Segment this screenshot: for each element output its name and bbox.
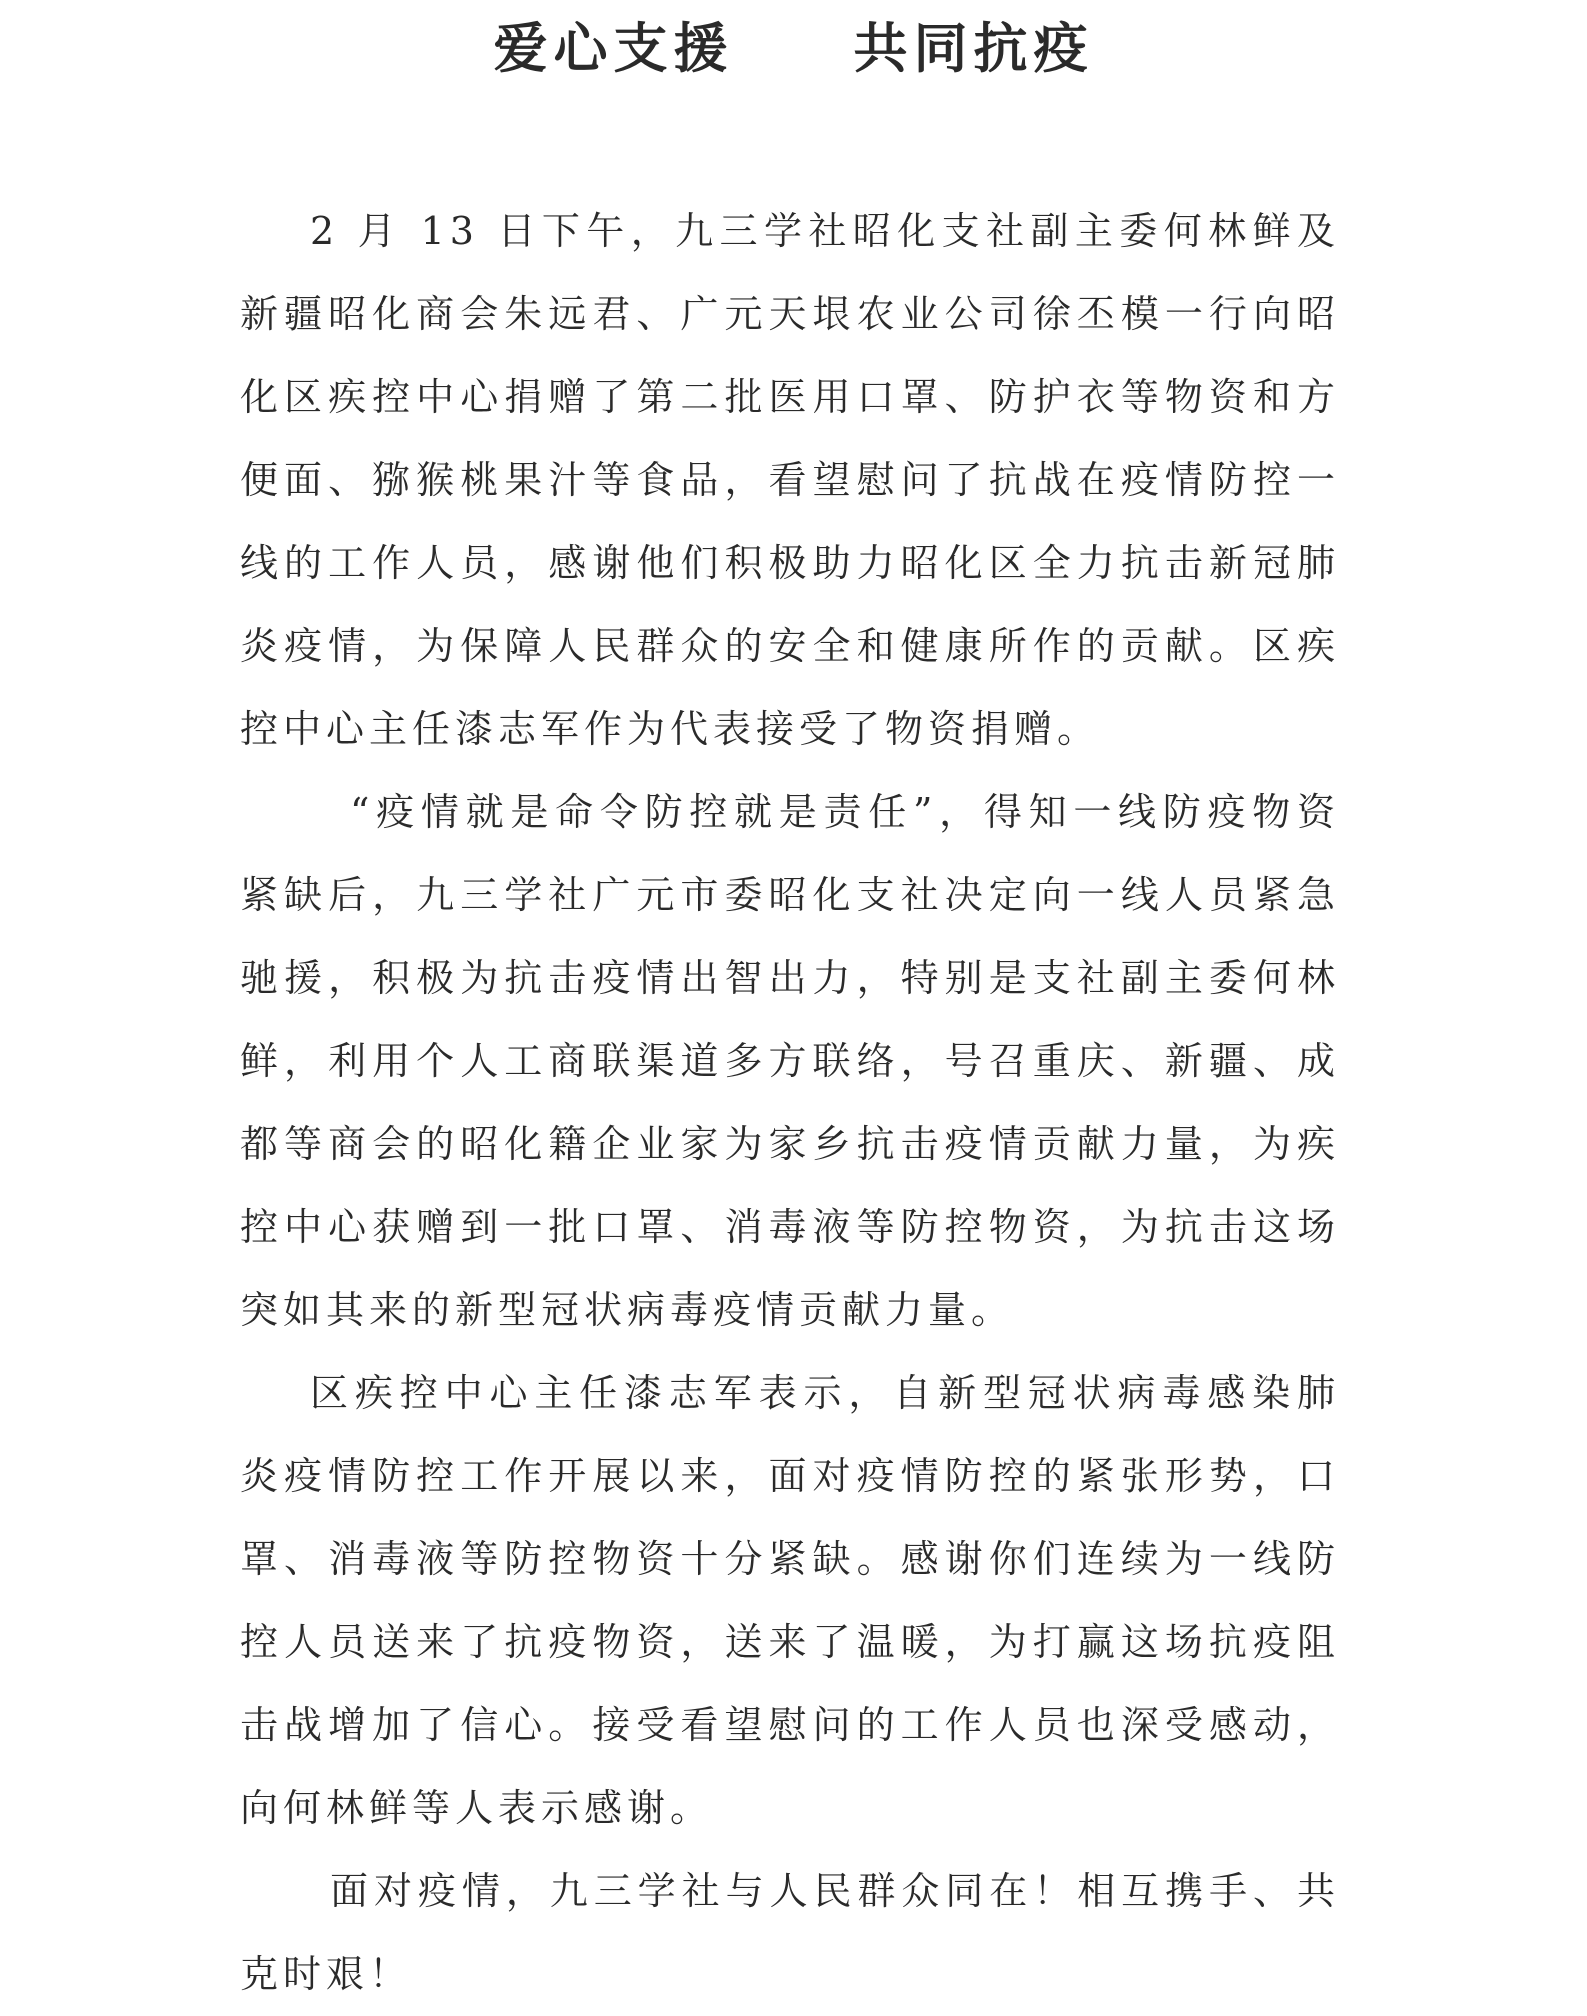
article-body	[240, 190, 1340, 2016]
paragraph-closing: 面对疫情，九三学社与人民群众同在！相互携手、共克时艰！	[240, 1869, 1340, 1996]
paragraph-donation: 2 月 13 日下午，九三学社昭化支社副主委何林鲜及新疆昭化商会朱远君、广元天垠农业公司徐丕模一行向昭化区疾控中心捐赠了第二批医用口罩、防护衣等物资和方便面、猕猴桃果汁等食品，看望慰问了抗战在疫情防控一线的工作人员，感谢他们积极助力昭化区全力抗击新冠肺炎疫情，为保障人民群众的安全和健康所作的贡献。区疾控中心主任漆志军作为代表接受了物资捐赠。	[240, 209, 1340, 751]
paragraph-thanks: 区疾控中心主任漆志军表示，自新型冠状病毒感染肺炎疫情防控工作开展以来，面对疫情防控的紧张形势，口罩、消毒液等防控物资十分紧缺。感谢你们连续为一线防控人员送来了抗疫物资，送来了温暖，为打赢这场抗疫阻击战增加了信心。接受看望慰问的工作人员也深受感动，向何林鲜等人表示感谢。	[240, 1371, 1340, 1830]
paragraph-support: “疫情就是命令防控就是责任”，得知一线防疫物资紧缺后，九三学社广元市委昭化支社决定向一线人员紧急驰援，积极为抗击疫情出智出力，特别是支社副主委何林鲜，利用个人工商联渠道多方联络，号召重庆、新疆、成都等商会的昭化籍企业家为家乡抗击疫情贡献力量，为疾控中心获赠到一批口罩、消毒液等防控物资，为抗击这场突如其来的新型冠状病毒疫情贡献力量。	[240, 790, 1340, 1332]
document-title: 爱心支援 共同抗疫	[493, 16, 1094, 80]
